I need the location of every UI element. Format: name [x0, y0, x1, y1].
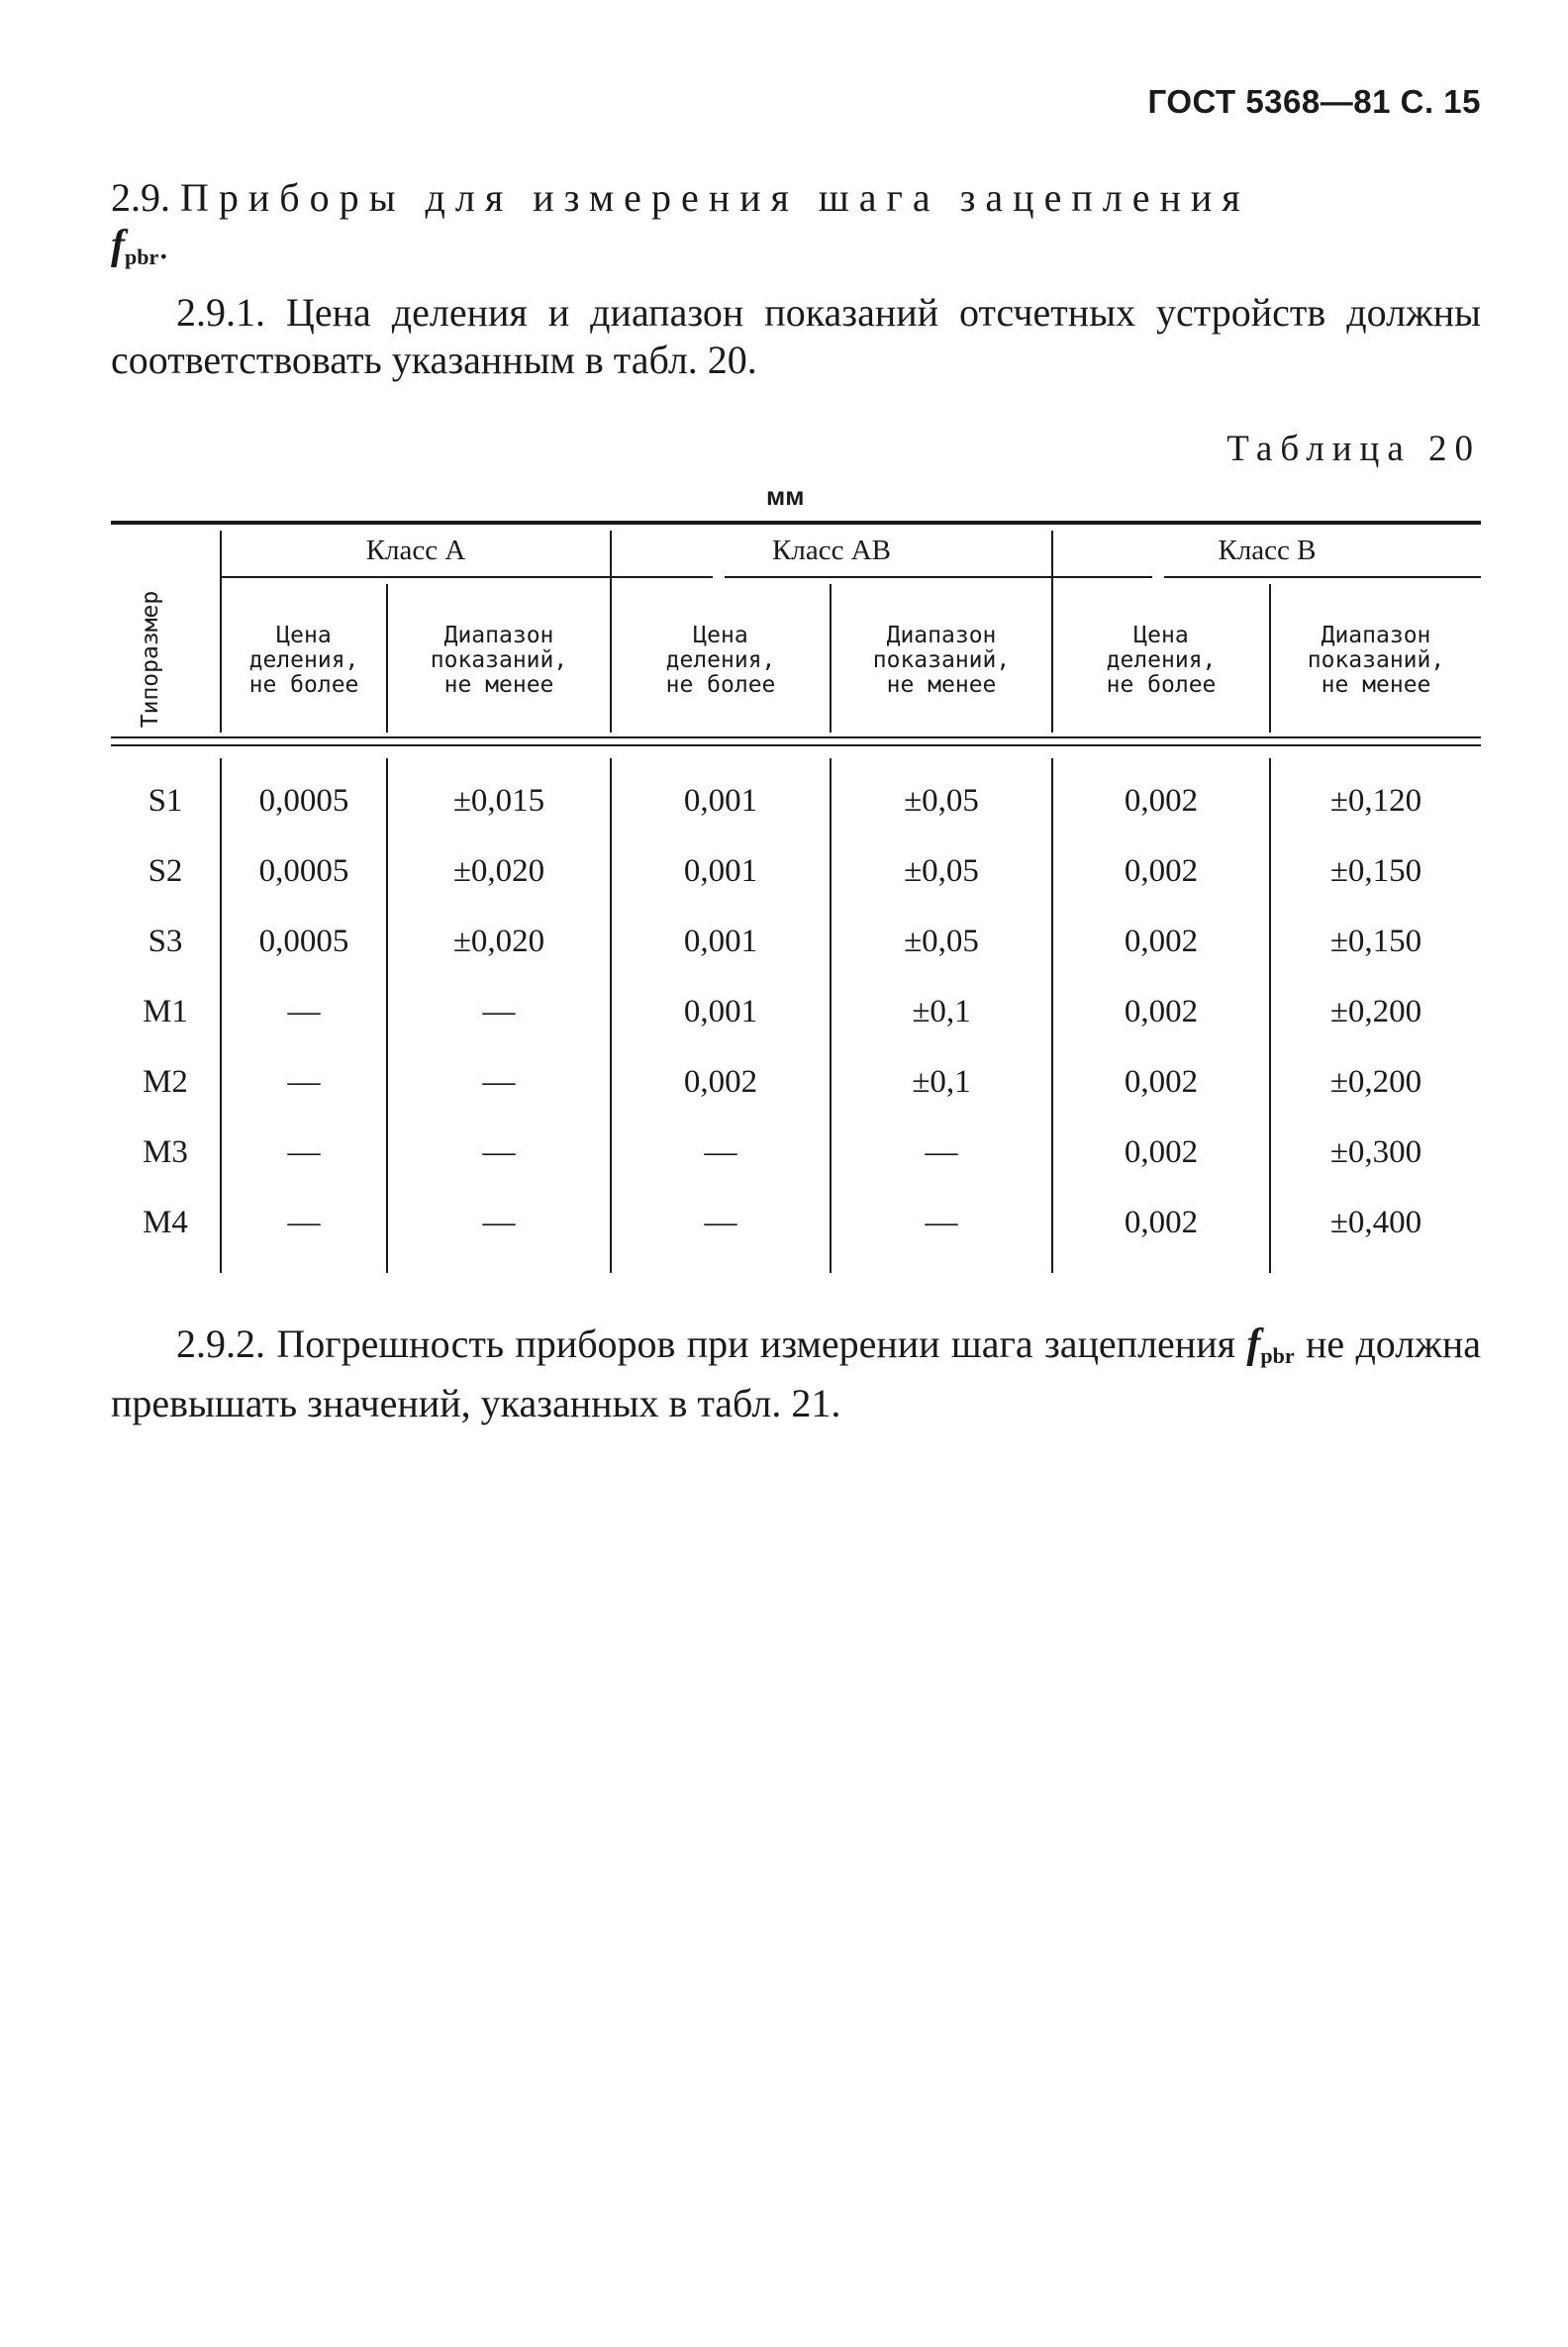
table-cell: 0,001 — [683, 994, 758, 1029]
table-cell: — — [482, 1064, 516, 1100]
table-cell: ±0,1 — [912, 1064, 971, 1100]
table-cell: — — [287, 1134, 321, 1170]
table-cell: ±0,1 — [912, 994, 971, 1029]
table-20 — [111, 521, 1481, 1273]
table-cell: 0,002 — [1124, 853, 1199, 889]
section-number: 2.9. — [111, 175, 170, 220]
class-a-label: Класс А — [365, 535, 466, 566]
table-cell: 0,002 — [1124, 1134, 1199, 1170]
table-row-size: M4 — [143, 1205, 188, 1240]
sub-header-ab-range: Диапазон показаний, не менее — [872, 623, 1011, 698]
table-unit: мм — [766, 481, 805, 511]
table-cell: — — [287, 994, 321, 1029]
symbol-subscript: pbr — [125, 244, 159, 269]
table-row-size: M3 — [143, 1134, 188, 1170]
sub-header-ab-price: Цена деления, не более — [665, 623, 776, 698]
sub-header-b-price: Цена деления, не более — [1106, 623, 1217, 698]
table-cell: — — [704, 1134, 737, 1170]
table-cell: 0,002 — [1124, 994, 1199, 1029]
sub-header-a-price: Цена деления, не более — [248, 623, 359, 698]
table-row-size: M2 — [143, 1064, 188, 1100]
table-cell: — — [482, 1134, 516, 1170]
class-ab-label: Класс АВ — [772, 535, 891, 566]
table-cell: 0,001 — [683, 853, 758, 889]
sub-header-a-range: Диапазон показаний, не менее — [430, 623, 568, 698]
header-rule-1 — [111, 736, 1481, 738]
table-cell: — — [287, 1205, 321, 1240]
symbol-f: f — [111, 223, 125, 268]
table-cell: ±0,150 — [1329, 924, 1422, 959]
table-cell: ±0,05 — [904, 924, 979, 959]
table-cell: — — [287, 1064, 321, 1100]
sub-header-b-range: Диапазон показаний, не менее — [1307, 623, 1445, 698]
table-cell: 0,002 — [683, 1064, 758, 1100]
page-header: ГОСТ 5368—81 С. 15 — [1147, 83, 1481, 120]
symbol-f: f — [1246, 1321, 1261, 1367]
class-a-underline — [222, 576, 713, 578]
row-header-label — [131, 590, 170, 729]
table-cell: ±0,020 — [452, 853, 545, 889]
table-cell: ±0,120 — [1329, 783, 1422, 819]
table-cell: ±0,05 — [904, 783, 979, 819]
section-heading — [111, 174, 1481, 281]
class-b-label: Класс В — [1218, 535, 1317, 566]
table-cell: ±0,150 — [1329, 853, 1422, 889]
class-b-underline — [1164, 576, 1481, 578]
table-cell: ±0,200 — [1329, 1064, 1422, 1100]
table-cell: ±0,05 — [904, 853, 979, 889]
table-cell: — — [704, 1205, 737, 1240]
table-cell: 0,002 — [1124, 924, 1199, 959]
paragraph-2-9-1 — [111, 289, 1481, 384]
paragraph-2-9-2 — [111, 1320, 1481, 1427]
table-top-rule — [111, 521, 1481, 525]
class-ab-underline — [725, 576, 1152, 578]
table-cell: 0,0005 — [258, 924, 349, 959]
table-cell: — — [482, 1205, 516, 1240]
table-caption: Таблица 20 — [1226, 429, 1481, 469]
table-cell: 0,002 — [1124, 1064, 1199, 1100]
header-rule-2 — [111, 744, 1481, 746]
table-cell: 0,0005 — [258, 783, 349, 819]
table-row-size: S1 — [147, 783, 183, 819]
table-row-size: M1 — [143, 994, 188, 1029]
table-cell: ±0,300 — [1329, 1134, 1422, 1170]
table-cell: 0,001 — [683, 924, 758, 959]
heading-end: . — [158, 223, 169, 267]
table-cell: 0,001 — [683, 783, 758, 819]
table-cell: 0,002 — [1124, 783, 1199, 819]
table-cell: ±0,200 — [1329, 994, 1422, 1029]
table-cell: 0,0005 — [258, 853, 349, 889]
table-cell: — — [925, 1134, 958, 1170]
table-cell: 0,002 — [1124, 1205, 1199, 1240]
paragraph-2-9-1-text: 2.9.1. Цена деления и диапазон показаний отсчетных устройств должны соответствовать указанным в табл. 20. — [111, 290, 1481, 382]
paragraph-2-9-2-tail: не должна превышать значений, указанных в табл. 21. — [111, 1321, 1482, 1425]
table-cell: — — [482, 994, 516, 1029]
table-row-size: S3 — [147, 924, 183, 959]
paragraph-2-9-2-lead: 2.9.2. Погрешность приборов при измерении шага зацепления — [176, 1321, 1236, 1366]
table-cell: ±0,020 — [452, 924, 545, 959]
table-cell: ±0,015 — [452, 783, 545, 819]
row-header-text: Типоразмер — [138, 590, 163, 729]
symbol-subscript: pbr — [1260, 1343, 1295, 1368]
table-row-size: S2 — [147, 853, 183, 889]
section-title: Приборы для измерения шага зацепления — [180, 175, 1250, 220]
table-cell: — — [925, 1205, 958, 1240]
table-cell: ±0,400 — [1329, 1205, 1422, 1240]
